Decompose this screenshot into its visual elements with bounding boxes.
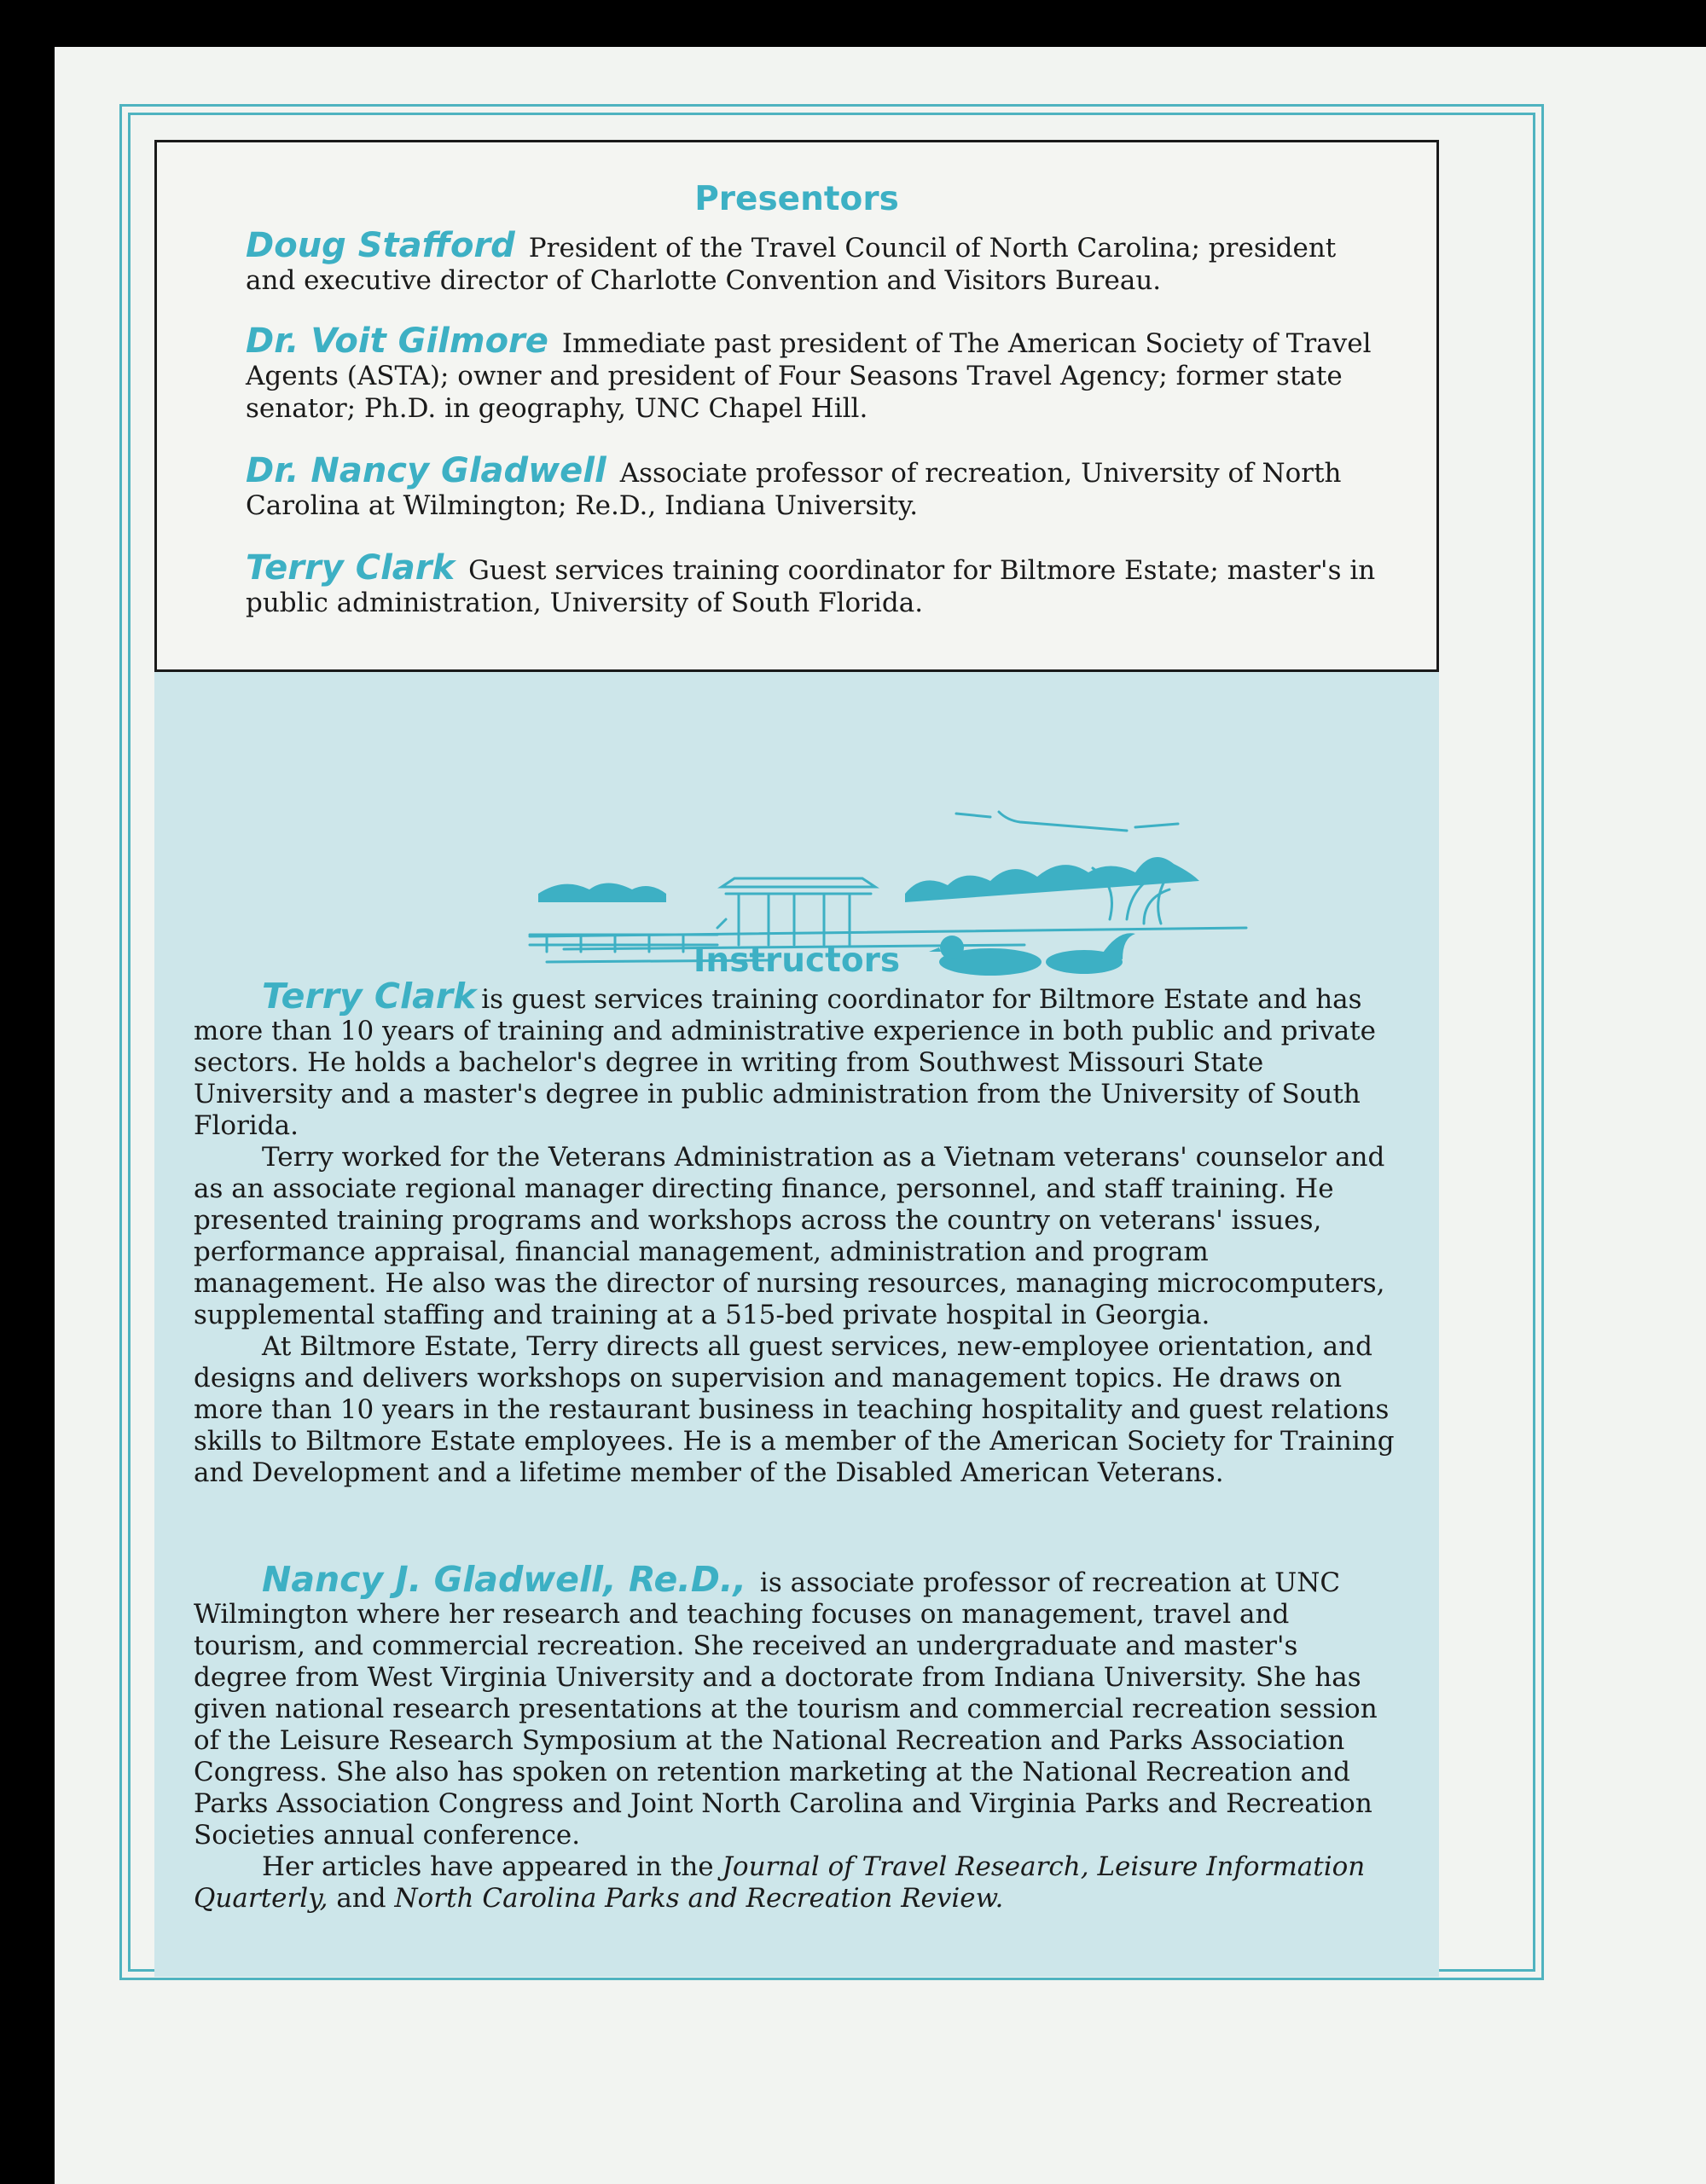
presenter-name: Dr. Nancy Gladwell: [246, 451, 606, 490]
journal-title: Journal of Travel Research, Leisure Information Quarterly,: [194, 1851, 1366, 1914]
presenter-name: Doug Stafford: [246, 226, 515, 265]
instructor-nancy-gladwell: [194, 1559, 1396, 1915]
journal-title: North Carolina Parks and Recreation Review.: [394, 1883, 1004, 1914]
presentors-title: Presentors: [694, 180, 899, 218]
nancy-paragraph-2: [194, 1851, 1396, 1915]
presenter-voit-gilmore: [246, 322, 1387, 425]
instructors-title: Instructors: [693, 941, 901, 980]
presenter-bio: President of the Travel Council of North Carolina; president and executive director of Charlotte Convention and Visitors Bureau.: [246, 233, 1337, 296]
instructors-panel: [154, 672, 1439, 1977]
presenter-name: Dr. Voit Gilmore: [246, 322, 548, 361]
presenter-name: Terry Clark: [246, 548, 456, 588]
presenter-nancy-gladwell: [246, 451, 1387, 522]
terry-paragraph-3: At Biltmore Estate, Terry directs all guest services, new-employee orientation, and designs and delivers workshops on supervision and management topics. He draws on more than 10 years in the restaurant business in teaching hospitality and guest relations skills to Biltmore Estate employees. He is a member of the American Society for Training and Development and a lifetime member of the Disabled American Veterans.: [194, 1331, 1395, 1488]
terry-paragraph-2: Terry worked for the Veterans Administration as a Vietnam veterans' counselor and as an associate regional manager directing finance, personnel, and staff training. He presented training programs and workshops across the country on veterans' issues, performance appraisal, financial management, administration and program management. He also was the director of nursing resources, managing microcomputers, supplemental staffing and training at a 515-bed private hospital in Georgia.: [194, 1142, 1385, 1330]
presenter-bio: Immediate past president of The American Society of Travel Agents (ASTA); owner and president of Four Seasons Travel Agency; former state senator; Ph.D. in geography, UNC Chapel Hill.: [246, 328, 1372, 424]
terry-paragraph-1: [194, 976, 1396, 1142]
presenter-doug-stafford: [246, 226, 1387, 297]
instructor-terry-clark: [194, 976, 1396, 1489]
terry-bio-1: is guest services training coordinator for Biltmore Estate and has more than 10 years of training and administrative experience in both public and private sectors. He holds a bachelor's degree in writing from Southwest Missouri State University and a master's degree in public administration from the University of South Florida.: [194, 984, 1377, 1141]
nancy-bio-1: is associate professor of recreation at UNC Wilmington where her research and teaching focuses on management, travel and tourism, and commercial recreation. She received an undergraduate and master's degree from West Virginia University and a doctorate from Indiana University. She has given national research presentations at the tourism and commercial recreation session of the Leisure Research Symposium at the National Recreation and Parks Association Congress. She also has spoken on retention marketing at the National Recreation and Parks Association Congress and Joint North Carolina and Virginia Parks and Recreation Societies annual conference.: [194, 1567, 1378, 1851]
and-text: and: [336, 1883, 386, 1914]
presentors-box: [154, 140, 1439, 672]
presenter-bio: Guest services training coordinator for Biltmore Estate; master's in public administration, University of South Florida.: [246, 555, 1376, 618]
instructor-name: Terry Clark: [262, 976, 477, 1017]
presenter-bio: Associate professor of recreation, University of North Carolina at Wilmington; Re.D., Indiana University.: [246, 458, 1342, 521]
presenter-terry-clark: [246, 548, 1387, 619]
nancy-articles-intro: Her articles have appeared in the: [262, 1851, 714, 1882]
instructor-name: Nancy J. Gladwell, Re.D.,: [262, 1559, 747, 1600]
nancy-paragraph-1: [194, 1559, 1396, 1851]
